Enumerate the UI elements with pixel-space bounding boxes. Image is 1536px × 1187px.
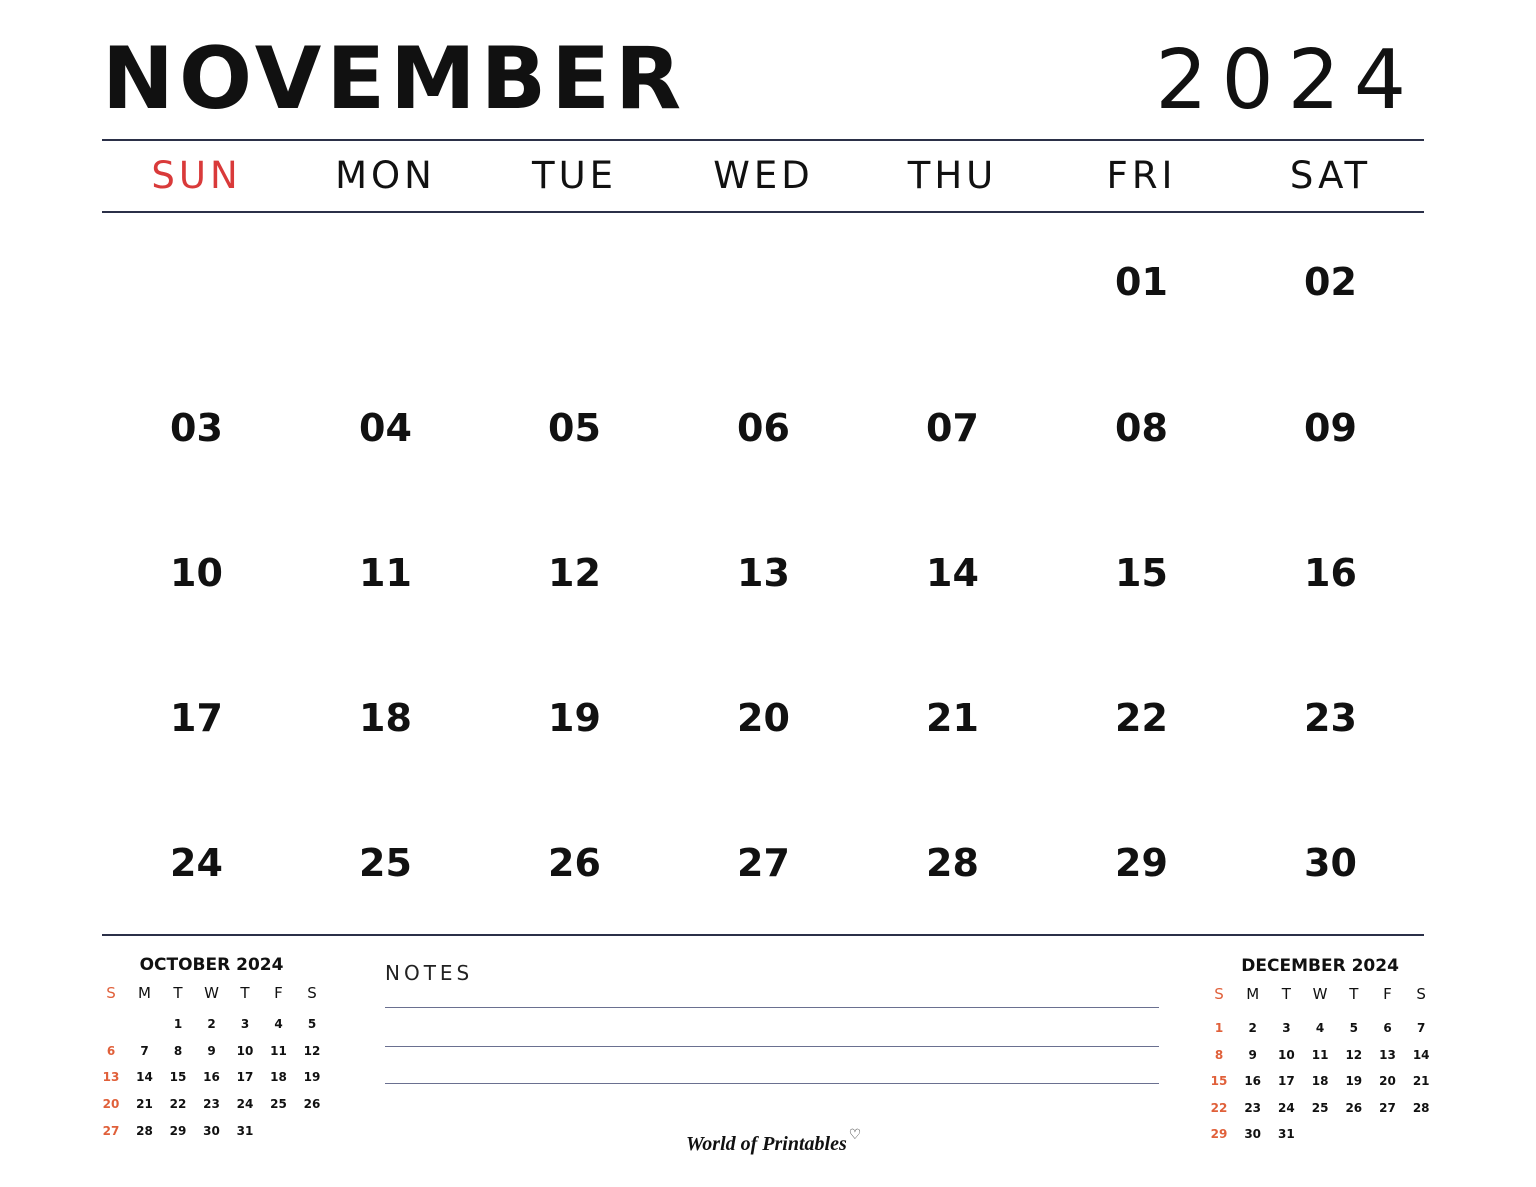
header-bottom-rule [102, 211, 1424, 213]
mini-day: 24 [236, 1097, 254, 1111]
mini-day: 10 [236, 1044, 254, 1058]
grid-bottom-rule [102, 934, 1424, 936]
day-cell: 02 [1304, 260, 1357, 304]
day-cell: 10 [170, 551, 223, 595]
mini-day: 6 [106, 1044, 116, 1058]
day-cell: 19 [548, 696, 601, 740]
day-cell: 01 [1115, 260, 1168, 304]
day-cell: 23 [1304, 696, 1357, 740]
day-cell: 05 [548, 406, 601, 450]
weekday-thu: THU [907, 154, 998, 197]
day-cell: 08 [1115, 406, 1168, 450]
mini-calendar-title: OCTOBER 2024 [139, 955, 284, 975]
weekday-wed: WED [713, 154, 814, 197]
day-cell: 21 [926, 696, 979, 740]
mini-weekday: T [1349, 985, 1359, 1003]
mini-weekday: S [1214, 985, 1224, 1003]
mini-day: 12 [303, 1044, 321, 1058]
mini-day: 2 [1248, 1021, 1257, 1035]
mini-day: 7 [1417, 1021, 1426, 1035]
day-cell: 28 [926, 841, 979, 885]
mini-day: 19 [1345, 1074, 1363, 1088]
day-cell: 30 [1304, 841, 1357, 885]
mini-weekday: M [1246, 985, 1260, 1003]
weekday-fri: FRI [1106, 154, 1177, 197]
mini-day: 5 [1349, 1021, 1358, 1035]
weekday-mon: MON [335, 154, 436, 197]
mini-day: 11 [1311, 1048, 1329, 1062]
mini-day: 9 [207, 1044, 216, 1058]
mini-day: 21 [1412, 1074, 1430, 1088]
mini-day: 13 [1379, 1048, 1396, 1062]
mini-day: 22 [169, 1097, 187, 1111]
notes-label: NOTES [385, 961, 474, 985]
mini-day: 8 [173, 1044, 183, 1058]
mini-day: 2 [207, 1017, 216, 1031]
day-cell: 09 [1304, 406, 1357, 450]
mini-day: 15 [1210, 1074, 1228, 1088]
day-cell: 22 [1115, 696, 1168, 740]
mini-day: 1 [173, 1017, 183, 1031]
mini-day: 8 [1214, 1048, 1224, 1062]
mini-weekday: M [138, 984, 151, 1002]
mini-day: 20 [1379, 1074, 1396, 1088]
mini-weekday: F [1383, 985, 1392, 1003]
mini-day: 30 [1244, 1127, 1262, 1141]
header-top-rule [102, 139, 1424, 141]
mini-day: 10 [1278, 1048, 1295, 1062]
mini-weekday: S [307, 984, 317, 1002]
day-cell: 26 [548, 841, 601, 885]
mini-weekday: W [1312, 985, 1328, 1003]
mini-day: 4 [1315, 1021, 1325, 1035]
year-title: 2024 [1155, 33, 1420, 128]
mini-day: 5 [307, 1017, 317, 1031]
day-cell: 25 [359, 841, 412, 885]
day-cell: 12 [548, 551, 601, 595]
day-cell: 18 [359, 696, 412, 740]
mini-day: 26 [303, 1097, 321, 1111]
day-cell: 27 [737, 841, 790, 885]
mini-day: 3 [240, 1017, 250, 1031]
mini-day: 27 [1379, 1101, 1396, 1115]
day-cell: 20 [737, 696, 790, 740]
mini-day: 21 [136, 1097, 153, 1111]
mini-day: 26 [1345, 1101, 1363, 1115]
weekday-sun: SUN [151, 154, 242, 197]
mini-day: 13 [102, 1070, 120, 1084]
day-cell: 16 [1304, 551, 1357, 595]
mini-day: 7 [140, 1044, 149, 1058]
mini-day: 28 [136, 1124, 153, 1138]
day-cell: 15 [1115, 551, 1168, 595]
weekday-sat: SAT [1289, 154, 1372, 197]
heart-icon: ♡ [848, 1127, 862, 1143]
mini-day: 16 [203, 1070, 220, 1084]
mini-day: 18 [270, 1070, 287, 1084]
mini-weekday: T [1281, 985, 1291, 1003]
day-cell: 24 [170, 841, 223, 885]
mini-day: 3 [1282, 1021, 1291, 1035]
mini-day: 17 [1278, 1074, 1295, 1088]
mini-weekday: S [106, 984, 116, 1002]
mini-day: 23 [203, 1097, 220, 1111]
mini-calendar-title: DECEMBER 2024 [1241, 956, 1399, 976]
notes-line [385, 1046, 1159, 1047]
mini-day: 16 [1244, 1074, 1262, 1088]
mini-day: 30 [203, 1124, 220, 1138]
day-cell: 04 [359, 406, 412, 450]
mini-day: 9 [1248, 1048, 1257, 1062]
notes-line [385, 1007, 1159, 1008]
mini-weekday: T [173, 984, 183, 1002]
mini-day: 4 [274, 1017, 283, 1031]
mini-day: 1 [1214, 1021, 1224, 1035]
mini-day: 23 [1244, 1101, 1262, 1115]
day-cell: 13 [737, 551, 790, 595]
day-cell: 03 [170, 406, 223, 450]
mini-day: 6 [1383, 1021, 1392, 1035]
mini-day: 20 [102, 1097, 120, 1111]
mini-day: 18 [1311, 1074, 1329, 1088]
day-cell: 11 [359, 551, 412, 595]
day-cell: 07 [926, 406, 979, 450]
mini-weekday: F [274, 984, 283, 1002]
mini-day: 29 [169, 1124, 187, 1138]
mini-day: 19 [303, 1070, 321, 1084]
day-cell: 17 [170, 696, 223, 740]
mini-day: 27 [102, 1124, 120, 1138]
day-cell: 29 [1115, 841, 1168, 885]
day-cell: 06 [737, 406, 790, 450]
mini-day: 14 [136, 1070, 153, 1084]
day-cell: 14 [926, 551, 979, 595]
mini-day: 17 [236, 1070, 254, 1084]
mini-day: 25 [1311, 1101, 1329, 1115]
mini-weekday: S [1416, 985, 1426, 1003]
mini-day: 25 [270, 1097, 287, 1111]
weekday-tue: TUE [531, 154, 618, 197]
brand [686, 1128, 861, 1154]
mini-day: 31 [236, 1124, 254, 1138]
mini-day: 14 [1412, 1048, 1430, 1062]
mini-day: 12 [1345, 1048, 1363, 1062]
brand-logo: World of Printables [686, 1133, 847, 1155]
mini-day: 29 [1210, 1127, 1228, 1141]
month-title: NOVEMBER [102, 29, 687, 129]
mini-weekday: W [204, 984, 219, 1002]
mini-weekday: T [240, 984, 250, 1002]
mini-day: 11 [270, 1044, 287, 1058]
mini-day: 28 [1412, 1101, 1430, 1115]
mini-day: 15 [169, 1070, 187, 1084]
mini-day: 31 [1278, 1127, 1295, 1141]
notes-line [385, 1083, 1159, 1084]
mini-day: 24 [1278, 1101, 1295, 1115]
mini-day: 22 [1210, 1101, 1228, 1115]
